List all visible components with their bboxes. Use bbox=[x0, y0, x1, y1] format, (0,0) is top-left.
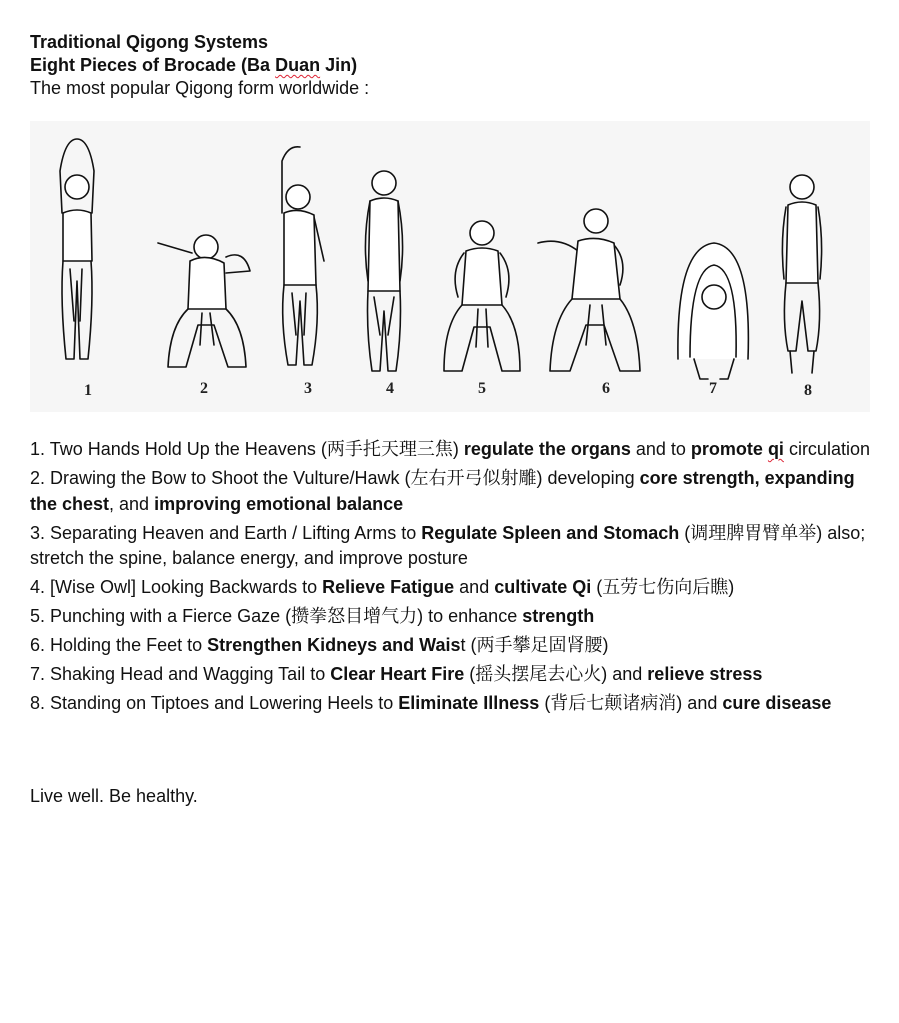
item-text: and bbox=[454, 577, 495, 597]
figure-3 bbox=[282, 147, 324, 365]
emphasis-text: Relieve Fatigue bbox=[322, 577, 455, 597]
emphasis-text: relieve stress bbox=[647, 664, 763, 684]
qigong-illustration bbox=[30, 121, 870, 412]
item-text: and to bbox=[630, 439, 691, 459]
emphasis-text: Clear Heart Fire bbox=[330, 664, 465, 684]
figure-label-5: 5 bbox=[478, 380, 486, 397]
item-text: circulation bbox=[783, 439, 870, 459]
emphasis-text: cultivate Qi bbox=[494, 577, 592, 597]
item-number: 5. bbox=[30, 606, 46, 626]
item-text: (摇头摆尾去心火) and bbox=[464, 664, 648, 684]
figure-1 bbox=[60, 139, 94, 359]
item-text: (五劳七伤向后瞧) bbox=[591, 577, 735, 597]
figure-7 bbox=[678, 243, 748, 379]
emphasis-text: regulate the organs bbox=[463, 439, 631, 459]
item-text: Holding the Feet to bbox=[45, 635, 208, 655]
exercise-item bbox=[30, 575, 870, 601]
item-number: 6. bbox=[30, 635, 46, 655]
exercise-item bbox=[30, 466, 870, 517]
exercise-list bbox=[30, 437, 870, 720]
emphasis-text: Strengthen Kidneys and Wais bbox=[207, 635, 461, 655]
closing-text: Live well. Be healthy. bbox=[30, 786, 198, 806]
figure-2 bbox=[158, 235, 250, 367]
figure-4 bbox=[365, 171, 402, 371]
item-number: 1. bbox=[30, 439, 46, 459]
item-text: [Wise Owl] Looking Backwards to bbox=[45, 577, 323, 597]
item-text: (背后七颠诸病消) and bbox=[539, 693, 723, 713]
emphasis-text: improving emotional balance bbox=[154, 493, 404, 514]
exercise-item bbox=[30, 633, 870, 659]
emphasis-text: Eliminate Illness bbox=[398, 693, 540, 713]
item-text: Standing on Tiptoes and Lowering Heels to bbox=[45, 693, 399, 713]
exercise-item bbox=[30, 604, 870, 630]
figure-label-6: 6 bbox=[602, 380, 610, 397]
title-part: Eight Pieces of Brocade (Ba bbox=[30, 55, 276, 75]
document-subtitle-bold bbox=[30, 54, 870, 77]
exercise-item bbox=[30, 437, 870, 463]
eight-figures-drawing bbox=[30, 121, 870, 412]
document-intro: The most popular Qigong form worldwide : bbox=[30, 78, 370, 98]
emphasis-text: qi bbox=[767, 439, 784, 459]
item-text: , and bbox=[109, 493, 155, 514]
item-text: Drawing the Bow to Shoot the Vulture/Hawk (左右开弓似射雕) developing bbox=[45, 468, 640, 488]
exercise-item bbox=[30, 691, 870, 717]
document-title: Traditional Qigong Systems bbox=[30, 32, 269, 52]
item-text: Shaking Head and Wagging Tail to bbox=[45, 664, 331, 684]
item-number: 4. bbox=[30, 577, 46, 597]
figure-label-2: 2 bbox=[200, 380, 208, 397]
spellcheck-word: Duan bbox=[275, 55, 321, 75]
item-number: 7. bbox=[30, 664, 46, 684]
emphasis-text: cure disease bbox=[722, 693, 832, 713]
figure-label-7: 7 bbox=[709, 380, 717, 397]
figure-6 bbox=[538, 209, 640, 371]
exercise-item bbox=[30, 521, 870, 572]
item-number: 8. bbox=[30, 693, 46, 713]
figure-label-3: 3 bbox=[304, 380, 312, 397]
emphasis-text: promote bbox=[690, 439, 768, 459]
figure-label-8: 8 bbox=[804, 382, 812, 399]
item-text: Punching with a Fierce Gaze (攒拳怒目增气力) to enhance bbox=[45, 606, 523, 626]
item-text: Two Hands Hold Up the Heavens (两手托天理三焦) bbox=[45, 439, 464, 459]
emphasis-text: strength bbox=[522, 606, 595, 626]
figure-label-1: 1 bbox=[84, 382, 92, 399]
figure-label-4: 4 bbox=[386, 380, 394, 397]
figure-5 bbox=[444, 221, 520, 371]
item-text: t (两手攀足固肾腰) bbox=[460, 635, 609, 655]
item-number: 2. bbox=[30, 468, 46, 488]
item-text: Separating Heaven and Earth / Lifting Arms to bbox=[45, 522, 422, 543]
figure-8 bbox=[782, 175, 821, 373]
emphasis-text: core strength, expanding the chest bbox=[30, 468, 855, 514]
emphasis-text: Regulate Spleen and Stomach bbox=[421, 522, 680, 543]
item-text: (调理脾胃臂单举) also; stretch the spine, balance energy, and improve posture bbox=[30, 522, 866, 568]
document-header bbox=[30, 31, 870, 99]
title-part: Jin) bbox=[320, 55, 358, 75]
figure-numbers bbox=[84, 380, 812, 399]
item-number: 3. bbox=[30, 522, 46, 543]
exercise-item bbox=[30, 662, 870, 688]
